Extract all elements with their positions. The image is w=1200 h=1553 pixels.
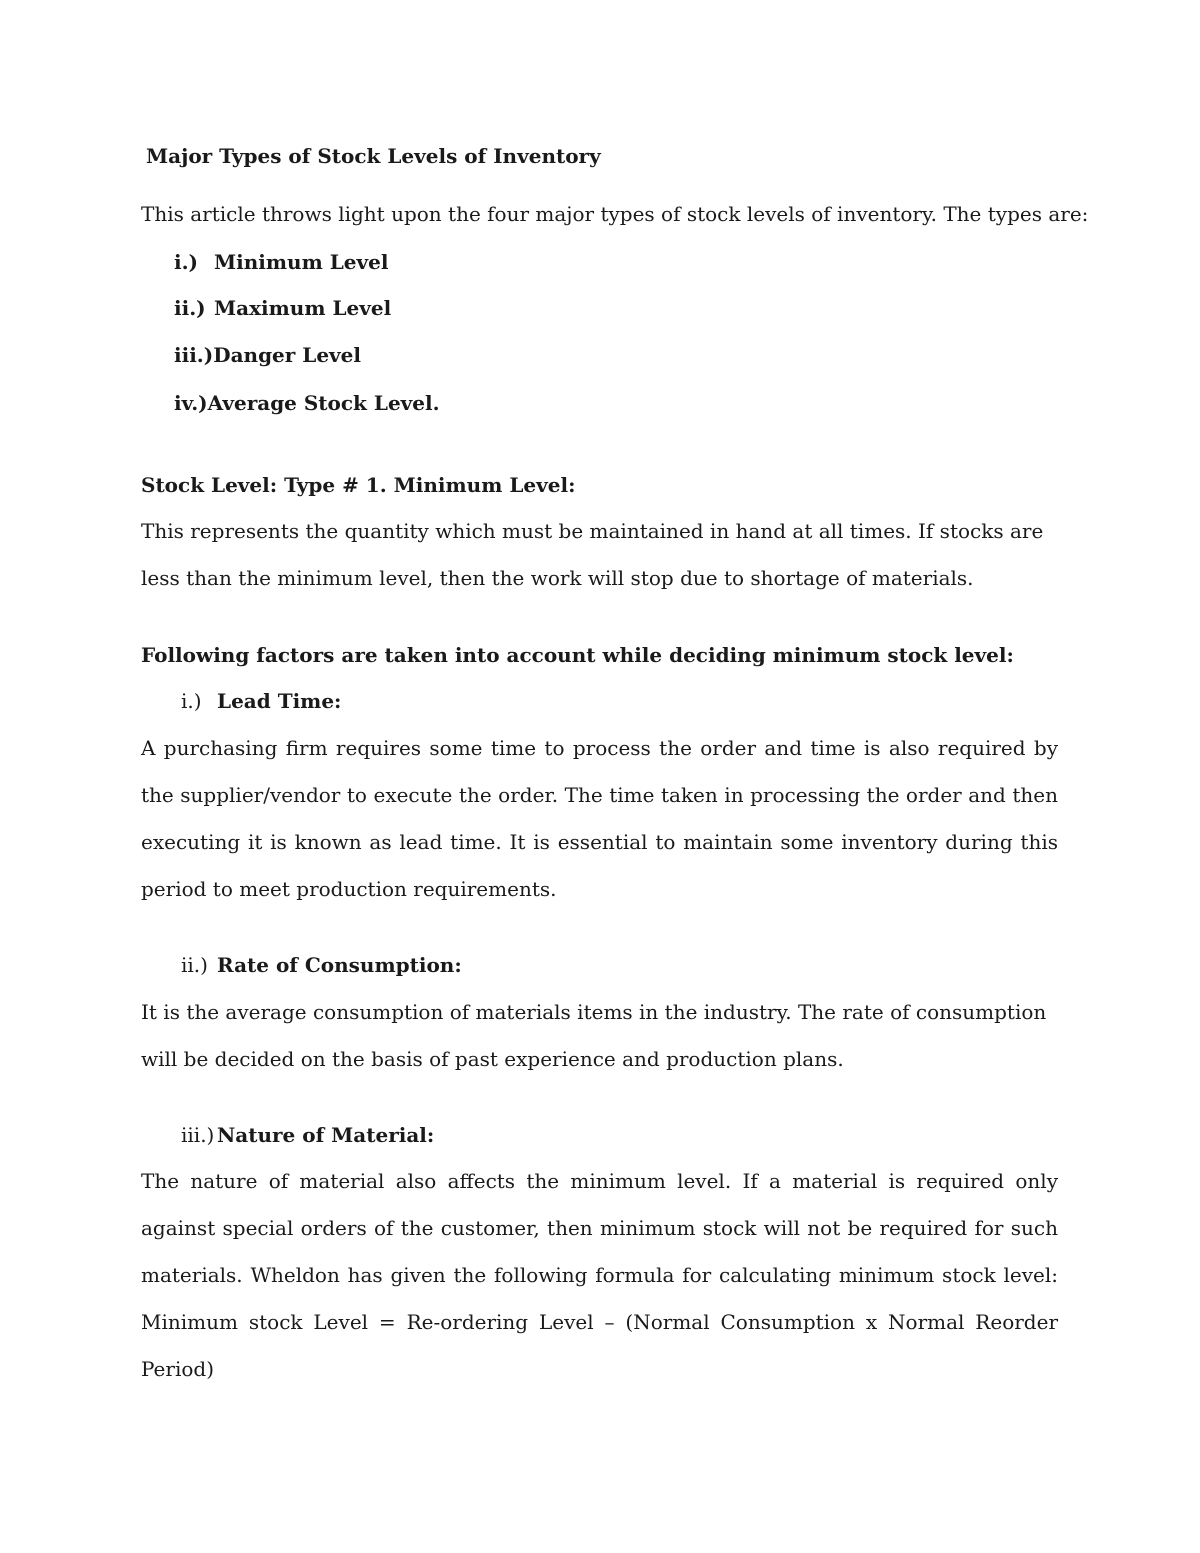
factor-label: Lead Time: (217, 689, 342, 713)
list-item-label: Minimum Level (214, 250, 389, 274)
factor-number: ii.) (181, 953, 208, 977)
factor-lead-time-paragraph: A purchasing firm requires some time to process the order and time is also required by the supplier/vendor to execute the order. The time taken in processing the order and then executing it is known as lead time. It is essential to maintain some inventory during this period to meet production requirements. (141, 736, 1058, 901)
factor-rate-of-consumption-paragraph: It is the average consumption of materials items in the industry. The rate of consumption will be decided on the basis of past experience and production plans. (141, 1000, 1047, 1071)
list-item-danger-level (174, 332, 361, 379)
list-item-maximum-level (174, 285, 391, 332)
factor-nature-of-material-heading (181, 1112, 434, 1159)
factor-lead-time-heading (181, 678, 341, 725)
factor-number: iii.) (181, 1123, 215, 1147)
list-item-number: iii.) (174, 343, 214, 367)
list-item-number: iv.) (174, 391, 208, 415)
section-heading-minimum-level: Stock Level: Type # 1. Minimum Level: (141, 473, 576, 497)
list-item-average-stock-level (174, 380, 440, 427)
factor-label: Nature of Material: (217, 1123, 435, 1147)
factor-nature-of-material-paragraph: The nature of material also affects the minimum level. If a material is required only against special orders of the customer, then minimum stock will not be required for such materials. Wheldon has given the following formula for calculating minimum stock level: Minimum stock Level = Re-ordering Level – (Normal Consumption x Normal Reorder Period) (141, 1169, 1058, 1381)
list-item-number: ii.) (174, 296, 206, 320)
list-item-label: Maximum Level (214, 296, 392, 320)
list-item-label: Danger Level (213, 343, 362, 367)
factor-rate-of-consumption-heading (181, 942, 462, 989)
factor-number: i.) (181, 689, 202, 713)
section-paragraph-minimum-level: This represents the quantity which must be maintained in hand at all times. If stocks are less than the minimum level, then the work will stop due to shortage of materials. (141, 519, 1044, 590)
list-item-number: i.) (174, 250, 199, 274)
intro-paragraph: This article throws light upon the four major types of stock levels of inventory. The types are: (141, 202, 1089, 226)
list-item-minimum-level (174, 239, 388, 286)
list-item-label: Average Stock Level. (207, 391, 440, 415)
document-title: Major Types of Stock Levels of Inventory (146, 144, 601, 168)
factor-label: Rate of Consumption: (217, 953, 462, 977)
factors-heading: Following factors are taken into account while deciding minimum stock level: (141, 643, 1014, 667)
